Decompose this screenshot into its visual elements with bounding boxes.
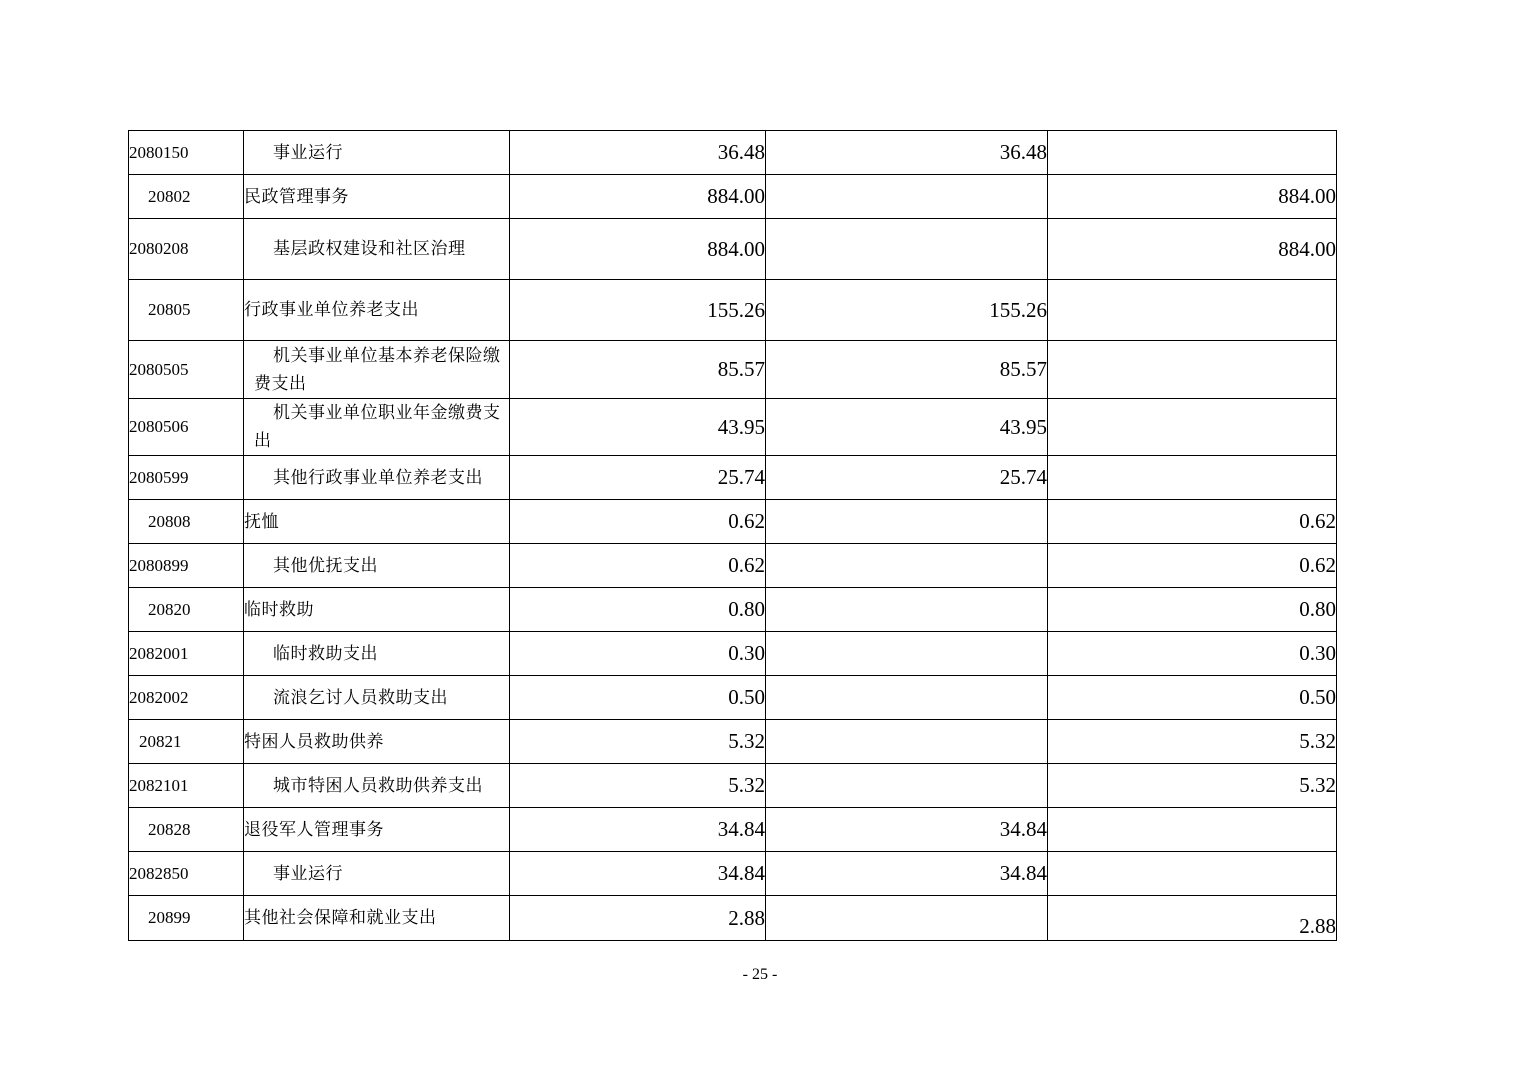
- item-name: 事业运行: [244, 852, 510, 896]
- item-name: 民政管理事务: [244, 175, 510, 219]
- item-code: 20828: [129, 808, 244, 852]
- basic-expenditure: [766, 676, 1048, 720]
- total-amount: 155.26: [510, 280, 766, 341]
- table-row: [129, 808, 1337, 852]
- item-name: 其他社会保障和就业支出: [244, 896, 510, 941]
- project-expenditure: 884.00: [1048, 219, 1337, 280]
- total-amount: 0.62: [510, 500, 766, 544]
- basic-expenditure: 155.26: [766, 280, 1048, 341]
- basic-expenditure: 43.95: [766, 399, 1048, 456]
- item-name: 机关事业单位基本养老保险缴费支出: [244, 341, 510, 399]
- basic-expenditure: [766, 764, 1048, 808]
- item-code: 20805: [129, 280, 244, 341]
- item-code: 2082101: [129, 764, 244, 808]
- item-code: 2080899: [129, 544, 244, 588]
- total-amount: 5.32: [510, 764, 766, 808]
- total-amount: 884.00: [510, 219, 766, 280]
- basic-expenditure: [766, 219, 1048, 280]
- item-code: 20808: [129, 500, 244, 544]
- item-name: 事业运行: [244, 131, 510, 175]
- total-amount: 2.88: [510, 896, 766, 941]
- project-expenditure: 5.32: [1048, 720, 1337, 764]
- total-amount: 36.48: [510, 131, 766, 175]
- basic-expenditure: 25.74: [766, 456, 1048, 500]
- basic-expenditure: 34.84: [766, 852, 1048, 896]
- basic-expenditure: 34.84: [766, 808, 1048, 852]
- item-code: 20802: [129, 175, 244, 219]
- basic-expenditure: [766, 588, 1048, 632]
- basic-expenditure: [766, 720, 1048, 764]
- project-expenditure: [1048, 399, 1337, 456]
- project-expenditure: 0.30: [1048, 632, 1337, 676]
- table-row: [129, 852, 1337, 896]
- table-row: [129, 456, 1337, 500]
- project-expenditure: 2.88: [1048, 896, 1337, 941]
- total-amount: 0.62: [510, 544, 766, 588]
- table-row: [129, 500, 1337, 544]
- project-expenditure: 5.32: [1048, 764, 1337, 808]
- basic-expenditure: [766, 544, 1048, 588]
- table-row: [129, 399, 1337, 456]
- basic-expenditure: [766, 896, 1048, 941]
- item-name: 流浪乞讨人员救助支出: [244, 676, 510, 720]
- project-expenditure: 884.00: [1048, 175, 1337, 219]
- item-code: 2080599: [129, 456, 244, 500]
- budget-table: [128, 130, 1337, 941]
- item-code: 2080208: [129, 219, 244, 280]
- total-amount: 0.80: [510, 588, 766, 632]
- item-code: 2082001: [129, 632, 244, 676]
- basic-expenditure: [766, 500, 1048, 544]
- project-expenditure: 0.50: [1048, 676, 1337, 720]
- project-expenditure: 0.80: [1048, 588, 1337, 632]
- table-row: [129, 280, 1337, 341]
- total-amount: 34.84: [510, 852, 766, 896]
- table-row: [129, 175, 1337, 219]
- item-name: 其他优抚支出: [244, 544, 510, 588]
- table-row: [129, 588, 1337, 632]
- basic-expenditure: [766, 632, 1048, 676]
- basic-expenditure: 85.57: [766, 341, 1048, 399]
- item-name: 临时救助支出: [244, 632, 510, 676]
- table-row: [129, 720, 1337, 764]
- project-expenditure: 0.62: [1048, 544, 1337, 588]
- item-code: 2080150: [129, 131, 244, 175]
- item-code: 2082850: [129, 852, 244, 896]
- item-name: 抚恤: [244, 500, 510, 544]
- total-amount: 34.84: [510, 808, 766, 852]
- table-row: [129, 676, 1337, 720]
- project-expenditure: [1048, 280, 1337, 341]
- table-row: [129, 632, 1337, 676]
- project-expenditure: [1048, 456, 1337, 500]
- table-row: [129, 544, 1337, 588]
- item-name: 其他行政事业单位养老支出: [244, 456, 510, 500]
- table-row: [129, 219, 1337, 280]
- project-expenditure: 0.62: [1048, 500, 1337, 544]
- item-code: 2080505: [129, 341, 244, 399]
- total-amount: 25.74: [510, 456, 766, 500]
- project-expenditure: [1048, 131, 1337, 175]
- total-amount: 85.57: [510, 341, 766, 399]
- item-code: 20899: [129, 896, 244, 941]
- project-expenditure: [1048, 808, 1337, 852]
- table-row: [129, 896, 1337, 941]
- item-name: 机关事业单位职业年金缴费支出: [244, 399, 510, 456]
- item-code: 20820: [129, 588, 244, 632]
- item-code: 20821: [129, 720, 244, 764]
- item-name: 城市特困人员救助供养支出: [244, 764, 510, 808]
- total-amount: 0.30: [510, 632, 766, 676]
- item-code: 2080506: [129, 399, 244, 456]
- project-expenditure: [1048, 852, 1337, 896]
- table-row: [129, 131, 1337, 175]
- item-name: 基层政权建设和社区治理: [244, 219, 510, 280]
- table-row: [129, 764, 1337, 808]
- total-amount: 884.00: [510, 175, 766, 219]
- page-number: - 25 -: [742, 966, 778, 983]
- basic-expenditure: [766, 175, 1048, 219]
- table-row: [129, 341, 1337, 399]
- item-name: 行政事业单位养老支出: [244, 280, 510, 341]
- item-name: 临时救助: [244, 588, 510, 632]
- total-amount: 5.32: [510, 720, 766, 764]
- item-name: 退役军人管理事务: [244, 808, 510, 852]
- total-amount: 43.95: [510, 399, 766, 456]
- basic-expenditure: 36.48: [766, 131, 1048, 175]
- item-code: 2082002: [129, 676, 244, 720]
- project-expenditure: [1048, 341, 1337, 399]
- total-amount: 0.50: [510, 676, 766, 720]
- item-name: 特困人员救助供养: [244, 720, 510, 764]
